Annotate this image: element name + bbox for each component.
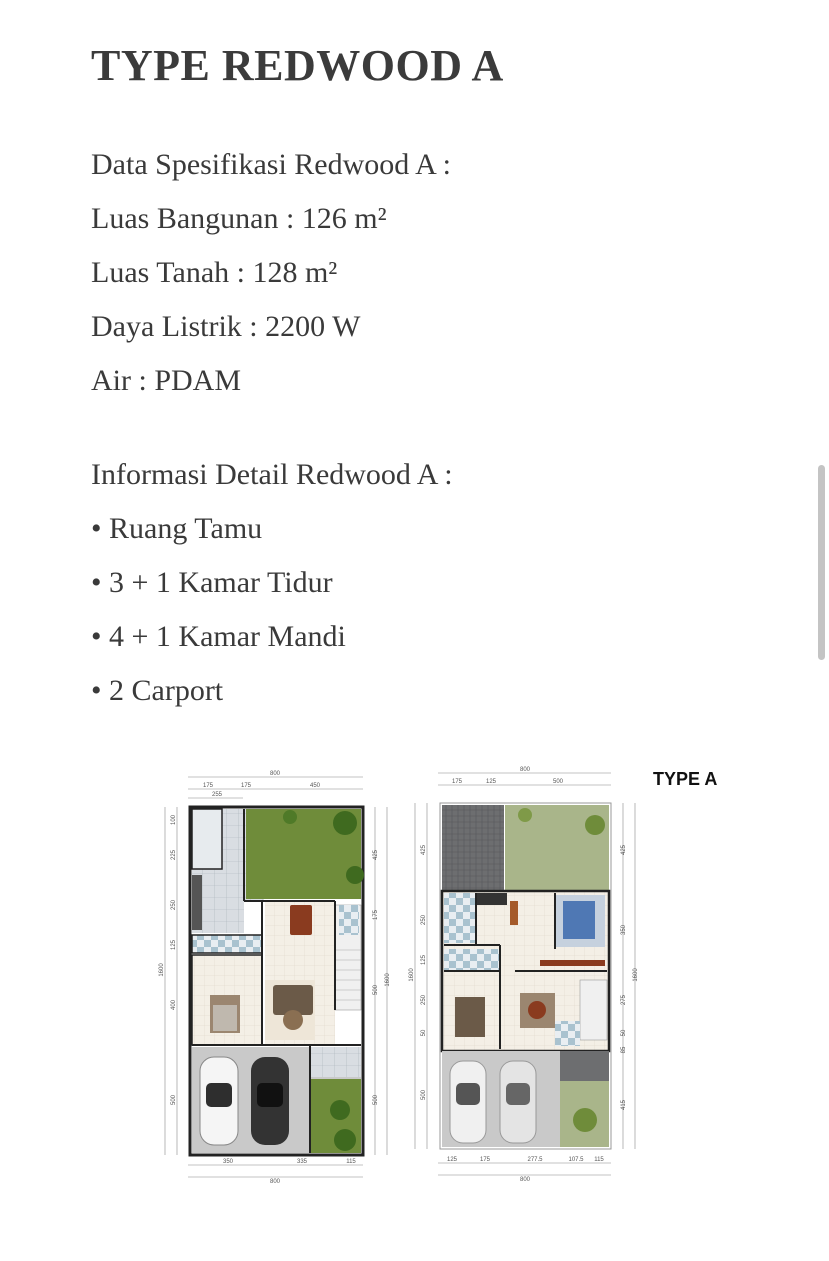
gf-dim-right-4: 500 [373,1094,379,1106]
spec-item-electricity: Daya Listrik : 2200 W [91,310,361,343]
uf-dim-right-4: 50 [621,1029,627,1037]
gf-dim-top-inner: 255 [211,792,223,798]
gf-dim-right-1: 425 [373,849,379,861]
ground-floor-plan [159,771,391,1185]
uf-dim-left-5: 50 [421,1029,427,1037]
uf-dim-bottom-3: 277.5 [527,1157,543,1163]
gf-dim-right-2: 175 [373,909,379,921]
detail-item-bedrooms: • 3 + 1 Kamar Tidur [91,566,333,599]
uf-dim-right-3: 275 [621,994,627,1006]
gf-dim-bottom-2: 335 [296,1159,308,1165]
uf-dim-left-4: 250 [421,994,427,1006]
uf-dim-bottom-4: 107.5 [568,1157,584,1163]
spec-item-building-area: Luas Bangunan : 126 m² [91,202,387,235]
uf-dim-bottom-total: 800 [519,1177,531,1183]
uf-dim-right-1: 425 [621,844,627,856]
uf-dim-right-6: 415 [621,1099,627,1111]
detail-item-living-room: • Ruang Tamu [91,512,263,545]
floorplan-image [155,765,645,1190]
gf-dim-top-2: 175 [240,783,252,789]
gf-dim-top-1: 175 [202,783,214,789]
uf-dim-top-1: 175 [451,779,463,785]
page-title: TYPE REDWOOD A [91,41,504,90]
gf-dim-left-5: 400 [171,999,177,1011]
gf-dim-top-total: 800 [269,771,281,777]
uf-dim-left-total: 1600 [409,968,415,982]
gf-dim-left-6: 500 [171,1094,177,1106]
uf-dim-right-total: 1600 [633,968,639,982]
gf-dim-left-4: 125 [171,939,177,951]
gf-dim-bottom-3: 115 [346,1159,356,1165]
uf-dim-left-6: 500 [421,1089,427,1101]
detail-heading: Informasi Detail Redwood A : [91,458,453,491]
uf-dim-top-total: 800 [519,767,531,773]
uf-dim-right-5: 85 [621,1046,627,1054]
scrollbar[interactable] [818,465,825,660]
uf-dim-right-2: 350 [621,924,627,936]
uf-dim-top-2: 125 [485,779,497,785]
uf-dim-top-3: 500 [552,779,564,785]
spec-item-land-area: Luas Tanah : 128 m² [91,256,338,289]
uf-dim-left-3: 125 [421,954,427,966]
detail-item-carport: • 2 Carport [91,674,224,707]
upper-floor-plan [409,767,639,1183]
gf-dim-left-2: 225 [171,849,177,861]
floorplan-label: TYPE A [653,769,718,789]
gf-dim-left-total: 1600 [159,963,165,977]
uf-dim-bottom-2: 175 [479,1157,491,1163]
uf-dim-bottom-1: 125 [446,1157,458,1163]
spec-heading: Data Spesifikasi Redwood A : [91,148,451,181]
gf-dim-top-3: 450 [309,783,321,789]
gf-dim-bottom-total: 800 [269,1179,281,1185]
detail-item-bathrooms: • 4 + 1 Kamar Mandi [91,620,346,653]
gf-dim-left-3: 250 [171,899,177,911]
gf-dim-right-3: 500 [373,984,379,996]
gf-dim-bottom-1: 350 [222,1159,234,1165]
uf-dim-left-2: 250 [421,914,427,926]
uf-dim-bottom-5: 115 [594,1157,604,1163]
uf-dim-left-1: 425 [421,844,427,856]
gf-dim-right-total: 1600 [385,973,391,987]
spec-item-water: Air : PDAM [91,364,242,397]
gf-dim-left-1: 100 [171,814,177,826]
